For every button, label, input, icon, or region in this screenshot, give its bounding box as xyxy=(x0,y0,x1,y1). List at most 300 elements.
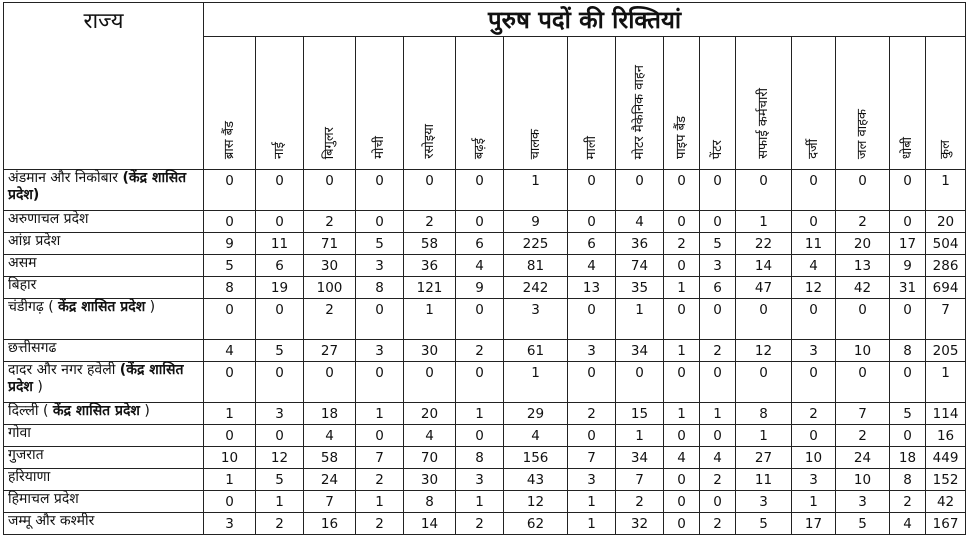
value-cell: 0 xyxy=(664,491,700,513)
value-cell: 0 xyxy=(204,425,256,447)
value-cell: 5 xyxy=(890,403,926,425)
value-cell: 1 xyxy=(736,425,792,447)
value-cell: 10 xyxy=(836,469,890,491)
value-cell: 34 xyxy=(616,340,664,362)
column-header xyxy=(836,37,890,170)
value-cell: 22 xyxy=(736,233,792,255)
column-header-label: मोटर मैकेनिक वाहन xyxy=(631,64,647,159)
table-row xyxy=(4,255,966,277)
value-cell: 70 xyxy=(404,447,456,469)
value-cell: 5 xyxy=(700,233,736,255)
value-cell: 24 xyxy=(836,447,890,469)
value-cell: 0 xyxy=(304,362,356,403)
value-cell: 0 xyxy=(204,170,256,211)
column-header-label: पाइप बैंड xyxy=(673,115,689,159)
value-cell: 11 xyxy=(256,233,304,255)
value-cell: 1 xyxy=(456,491,504,513)
value-cell: 3 xyxy=(356,255,404,277)
vacancy-table xyxy=(3,2,966,535)
value-cell: 4 xyxy=(204,340,256,362)
value-cell: 0 xyxy=(356,211,404,233)
value-cell: 27 xyxy=(736,447,792,469)
value-cell: 3 xyxy=(836,491,890,513)
total-cell: 449 xyxy=(926,447,966,469)
value-cell: 3 xyxy=(792,340,836,362)
value-cell: 5 xyxy=(256,469,304,491)
value-cell: 15 xyxy=(616,403,664,425)
state-name-cell xyxy=(4,211,204,233)
value-cell: 0 xyxy=(456,425,504,447)
table-row xyxy=(4,362,966,403)
value-cell: 0 xyxy=(356,425,404,447)
value-cell: 4 xyxy=(700,447,736,469)
table-row xyxy=(4,491,966,513)
state-name-cell xyxy=(4,340,204,362)
value-cell: 0 xyxy=(356,362,404,403)
column-header xyxy=(616,37,664,170)
value-cell: 0 xyxy=(404,170,456,211)
value-cell: 0 xyxy=(404,362,456,403)
column-header-label: कुल xyxy=(937,140,953,159)
column-header xyxy=(304,37,356,170)
value-cell: 3 xyxy=(356,340,404,362)
value-cell: 0 xyxy=(568,211,616,233)
state-name: जम्मू और कश्मीर xyxy=(8,513,95,529)
value-cell: 3 xyxy=(504,299,568,340)
value-cell: 3 xyxy=(700,255,736,277)
state-name-cell xyxy=(4,469,204,491)
value-cell: 121 xyxy=(404,277,456,299)
value-cell: 13 xyxy=(568,277,616,299)
value-cell: 7 xyxy=(304,491,356,513)
column-header xyxy=(700,37,736,170)
value-cell: 36 xyxy=(404,255,456,277)
value-cell: 0 xyxy=(890,299,926,340)
value-cell: 1 xyxy=(568,513,616,535)
value-cell: 4 xyxy=(890,513,926,535)
state-name: चंडीगढ़ ( xyxy=(8,299,54,315)
table-row xyxy=(4,447,966,469)
column-header-label: बढ़ई xyxy=(471,137,487,159)
value-cell: 34 xyxy=(616,447,664,469)
total-cell: 42 xyxy=(926,491,966,513)
column-header xyxy=(568,37,616,170)
table-row xyxy=(4,277,966,299)
value-cell: 2 xyxy=(456,340,504,362)
value-cell: 58 xyxy=(404,233,456,255)
value-cell: 71 xyxy=(304,233,356,255)
value-cell: 8 xyxy=(890,469,926,491)
value-cell: 11 xyxy=(736,469,792,491)
column-header xyxy=(926,37,966,170)
state-name: छत्तीसगढ xyxy=(8,340,57,356)
vacancy-group-header: पुरुष पदों की रिक्तियां xyxy=(204,3,966,37)
value-cell: 3 xyxy=(568,469,616,491)
value-cell: 12 xyxy=(736,340,792,362)
column-header-label: रसोइया xyxy=(421,124,437,159)
value-cell: 0 xyxy=(890,425,926,447)
value-cell: 3 xyxy=(456,469,504,491)
state-name: हिमाचल प्रदेश xyxy=(8,491,79,507)
value-cell: 0 xyxy=(792,299,836,340)
value-cell: 6 xyxy=(456,233,504,255)
value-cell: 1 xyxy=(664,340,700,362)
state-name: दादर और नगर हवेली xyxy=(8,362,116,378)
value-cell: 0 xyxy=(700,211,736,233)
value-cell: 43 xyxy=(504,469,568,491)
state-name: अरुणाचल प्रदेश xyxy=(8,211,89,227)
value-cell: 6 xyxy=(256,255,304,277)
state-name-cell xyxy=(4,255,204,277)
value-cell: 5 xyxy=(256,340,304,362)
value-cell: 0 xyxy=(664,170,700,211)
value-cell: 29 xyxy=(504,403,568,425)
value-cell: 2 xyxy=(890,491,926,513)
value-cell: 9 xyxy=(456,277,504,299)
column-header xyxy=(456,37,504,170)
value-cell: 1 xyxy=(700,403,736,425)
value-cell: 2 xyxy=(836,425,890,447)
value-cell: 2 xyxy=(700,513,736,535)
value-cell: 12 xyxy=(256,447,304,469)
column-header xyxy=(256,37,304,170)
value-cell: 0 xyxy=(568,362,616,403)
column-header xyxy=(736,37,792,170)
state-column-header: राज्य xyxy=(4,3,204,170)
value-cell: 0 xyxy=(568,425,616,447)
value-cell: 18 xyxy=(304,403,356,425)
value-cell: 0 xyxy=(256,299,304,340)
column-header xyxy=(204,37,256,170)
total-cell: 205 xyxy=(926,340,966,362)
value-cell: 8 xyxy=(736,403,792,425)
value-cell: 0 xyxy=(256,170,304,211)
state-name-cell xyxy=(4,277,204,299)
value-cell: 0 xyxy=(700,299,736,340)
table-row xyxy=(4,170,966,211)
value-cell: 0 xyxy=(204,211,256,233)
value-cell: 11 xyxy=(792,233,836,255)
value-cell: 0 xyxy=(568,299,616,340)
value-cell: 2 xyxy=(664,233,700,255)
value-cell: 0 xyxy=(736,170,792,211)
value-cell: 30 xyxy=(304,255,356,277)
value-cell: 0 xyxy=(664,299,700,340)
value-cell: 3 xyxy=(736,491,792,513)
value-cell: 16 xyxy=(304,513,356,535)
column-header xyxy=(792,37,836,170)
column-header-label: धोबी xyxy=(899,136,915,159)
value-cell: 2 xyxy=(616,491,664,513)
value-cell: 10 xyxy=(204,447,256,469)
state-name: अंडमान और निकोबार xyxy=(8,170,119,186)
value-cell: 14 xyxy=(404,513,456,535)
value-cell: 4 xyxy=(504,425,568,447)
value-cell: 100 xyxy=(304,277,356,299)
value-cell: 0 xyxy=(664,513,700,535)
value-cell: 1 xyxy=(204,403,256,425)
value-cell: 9 xyxy=(890,255,926,277)
column-header xyxy=(504,37,568,170)
value-cell: 0 xyxy=(890,211,926,233)
ut-label: केंद्र शासित प्रदेश xyxy=(52,403,140,419)
column-header-label: बिगुलर xyxy=(321,126,337,159)
value-cell: 3 xyxy=(792,469,836,491)
table-row xyxy=(4,211,966,233)
state-name: गुजरात xyxy=(8,447,44,463)
value-cell: 1 xyxy=(664,403,700,425)
value-cell: 4 xyxy=(456,255,504,277)
column-header xyxy=(890,37,926,170)
state-name: असम xyxy=(8,255,37,271)
value-cell: 1 xyxy=(456,403,504,425)
total-cell: 1 xyxy=(926,362,966,403)
value-cell: 74 xyxy=(616,255,664,277)
value-cell: 0 xyxy=(456,211,504,233)
value-cell: 7 xyxy=(616,469,664,491)
value-cell: 7 xyxy=(356,447,404,469)
value-cell: 0 xyxy=(256,211,304,233)
value-cell: 3 xyxy=(256,403,304,425)
value-cell: 0 xyxy=(204,299,256,340)
value-cell: 1 xyxy=(504,362,568,403)
value-cell: 0 xyxy=(792,362,836,403)
table-row xyxy=(4,513,966,535)
total-cell: 167 xyxy=(926,513,966,535)
value-cell: 5 xyxy=(836,513,890,535)
value-cell: 5 xyxy=(204,255,256,277)
state-name-cell xyxy=(4,425,204,447)
value-cell: 0 xyxy=(736,299,792,340)
ut-label: केंद्र शासित प्रदेश xyxy=(58,299,146,315)
column-header-label: पेंटर xyxy=(709,139,725,159)
value-cell: 17 xyxy=(890,233,926,255)
column-header-label: दर्जी xyxy=(805,139,821,159)
value-cell: 2 xyxy=(304,211,356,233)
column-header-label: सफाई कर्मचारी xyxy=(755,88,771,159)
value-cell: 8 xyxy=(204,277,256,299)
value-cell: 2 xyxy=(568,403,616,425)
value-cell: 0 xyxy=(700,170,736,211)
value-cell: 42 xyxy=(836,277,890,299)
table-row xyxy=(4,425,966,447)
table-row xyxy=(4,403,966,425)
state-name: बिहार xyxy=(8,277,37,293)
value-cell: 0 xyxy=(664,425,700,447)
value-cell: 58 xyxy=(304,447,356,469)
value-cell: 0 xyxy=(664,211,700,233)
value-cell: 0 xyxy=(456,362,504,403)
value-cell: 12 xyxy=(504,491,568,513)
column-header-label: जल वाहक xyxy=(854,108,870,159)
value-cell: 0 xyxy=(456,299,504,340)
value-cell: 18 xyxy=(890,447,926,469)
value-cell: 2 xyxy=(404,211,456,233)
value-cell: 1 xyxy=(356,403,404,425)
value-cell: 47 xyxy=(736,277,792,299)
value-cell: 0 xyxy=(356,170,404,211)
value-cell: 0 xyxy=(700,425,736,447)
value-cell: 0 xyxy=(700,491,736,513)
ut-label: (केंद्र शासित प्रदेश xyxy=(8,362,184,395)
value-cell: 5 xyxy=(736,513,792,535)
table-row xyxy=(4,469,966,491)
state-name-cell xyxy=(4,233,204,255)
value-cell: 0 xyxy=(890,170,926,211)
value-cell: 0 xyxy=(304,170,356,211)
value-cell: 0 xyxy=(836,170,890,211)
value-cell: 20 xyxy=(404,403,456,425)
value-cell: 1 xyxy=(404,299,456,340)
state-name: गोवा xyxy=(8,425,31,441)
value-cell: 0 xyxy=(792,170,836,211)
value-cell: 2 xyxy=(700,469,736,491)
state-name-cell xyxy=(4,170,204,211)
value-cell: 7 xyxy=(836,403,890,425)
table-row xyxy=(4,340,966,362)
value-cell: 1 xyxy=(792,491,836,513)
value-cell: 1 xyxy=(736,211,792,233)
value-cell: 9 xyxy=(504,211,568,233)
value-cell: 4 xyxy=(404,425,456,447)
value-cell: 10 xyxy=(792,447,836,469)
value-cell: 12 xyxy=(792,277,836,299)
value-cell: 2 xyxy=(792,403,836,425)
value-cell: 0 xyxy=(792,211,836,233)
total-cell: 286 xyxy=(926,255,966,277)
value-cell: 0 xyxy=(204,491,256,513)
value-cell: 9 xyxy=(204,233,256,255)
value-cell: 1 xyxy=(256,491,304,513)
value-cell: 1 xyxy=(356,491,404,513)
value-cell: 8 xyxy=(356,277,404,299)
value-cell: 0 xyxy=(568,170,616,211)
value-cell: 225 xyxy=(504,233,568,255)
value-cell: 32 xyxy=(616,513,664,535)
value-cell: 0 xyxy=(256,425,304,447)
value-cell: 8 xyxy=(404,491,456,513)
value-cell: 3 xyxy=(568,340,616,362)
column-header-label: नाई xyxy=(271,142,287,159)
value-cell: 0 xyxy=(256,362,304,403)
value-cell: 2 xyxy=(836,211,890,233)
value-cell: 6 xyxy=(700,277,736,299)
value-cell: 1 xyxy=(504,170,568,211)
state-name-suffix: ) xyxy=(149,299,156,315)
state-name: आंध्र प्रदेश xyxy=(8,233,61,249)
value-cell: 0 xyxy=(616,170,664,211)
state-name-cell xyxy=(4,403,204,425)
value-cell: 61 xyxy=(504,340,568,362)
total-cell: 1 xyxy=(926,170,966,211)
total-cell: 16 xyxy=(926,425,966,447)
value-cell: 0 xyxy=(204,362,256,403)
value-cell: 6 xyxy=(568,233,616,255)
value-cell: 35 xyxy=(616,277,664,299)
value-cell: 0 xyxy=(664,469,700,491)
value-cell: 0 xyxy=(836,362,890,403)
value-cell: 2 xyxy=(304,299,356,340)
value-cell: 30 xyxy=(404,340,456,362)
value-cell: 4 xyxy=(568,255,616,277)
value-cell: 1 xyxy=(616,299,664,340)
value-cell: 4 xyxy=(304,425,356,447)
value-cell: 156 xyxy=(504,447,568,469)
total-cell: 152 xyxy=(926,469,966,491)
table-row xyxy=(4,299,966,340)
value-cell: 7 xyxy=(568,447,616,469)
value-cell: 14 xyxy=(736,255,792,277)
value-cell: 36 xyxy=(616,233,664,255)
value-cell: 24 xyxy=(304,469,356,491)
value-cell: 2 xyxy=(356,513,404,535)
value-cell: 17 xyxy=(792,513,836,535)
total-cell: 20 xyxy=(926,211,966,233)
state-name-cell xyxy=(4,491,204,513)
state-name-suffix: ) xyxy=(144,403,150,419)
value-cell: 4 xyxy=(792,255,836,277)
value-cell: 10 xyxy=(836,340,890,362)
column-header-label: ब्रास बैंड xyxy=(221,120,237,159)
value-cell: 0 xyxy=(736,362,792,403)
value-cell: 4 xyxy=(664,447,700,469)
value-cell: 4 xyxy=(616,211,664,233)
state-name-suffix: ) xyxy=(37,379,43,395)
value-cell: 2 xyxy=(456,513,504,535)
column-header xyxy=(404,37,456,170)
value-cell: 81 xyxy=(504,255,568,277)
value-cell: 31 xyxy=(890,277,926,299)
column-header xyxy=(664,37,700,170)
value-cell: 1 xyxy=(204,469,256,491)
value-cell: 242 xyxy=(504,277,568,299)
value-cell: 27 xyxy=(304,340,356,362)
column-header xyxy=(356,37,404,170)
value-cell: 2 xyxy=(256,513,304,535)
state-name: दिल्ली ( xyxy=(8,403,49,419)
value-cell: 5 xyxy=(356,233,404,255)
state-name-cell xyxy=(4,513,204,535)
value-cell: 0 xyxy=(890,362,926,403)
value-cell: 0 xyxy=(664,362,700,403)
total-cell: 114 xyxy=(926,403,966,425)
state-name: हरियाणा xyxy=(8,469,51,485)
value-cell: 0 xyxy=(664,255,700,277)
value-cell: 0 xyxy=(356,299,404,340)
value-cell: 0 xyxy=(456,170,504,211)
value-cell: 8 xyxy=(890,340,926,362)
value-cell: 2 xyxy=(356,469,404,491)
column-header-label: चालक xyxy=(527,128,543,159)
value-cell: 1 xyxy=(664,277,700,299)
value-cell: 13 xyxy=(836,255,890,277)
value-cell: 1 xyxy=(616,425,664,447)
total-cell: 694 xyxy=(926,277,966,299)
value-cell: 0 xyxy=(700,362,736,403)
value-cell: 62 xyxy=(504,513,568,535)
total-cell: 7 xyxy=(926,299,966,340)
value-cell: 19 xyxy=(256,277,304,299)
value-cell: 8 xyxy=(456,447,504,469)
value-cell: 3 xyxy=(204,513,256,535)
value-cell: 0 xyxy=(792,425,836,447)
value-cell: 0 xyxy=(836,299,890,340)
value-cell: 30 xyxy=(404,469,456,491)
value-cell: 0 xyxy=(616,362,664,403)
state-name-cell xyxy=(4,299,204,340)
total-cell: 504 xyxy=(926,233,966,255)
value-cell: 1 xyxy=(568,491,616,513)
